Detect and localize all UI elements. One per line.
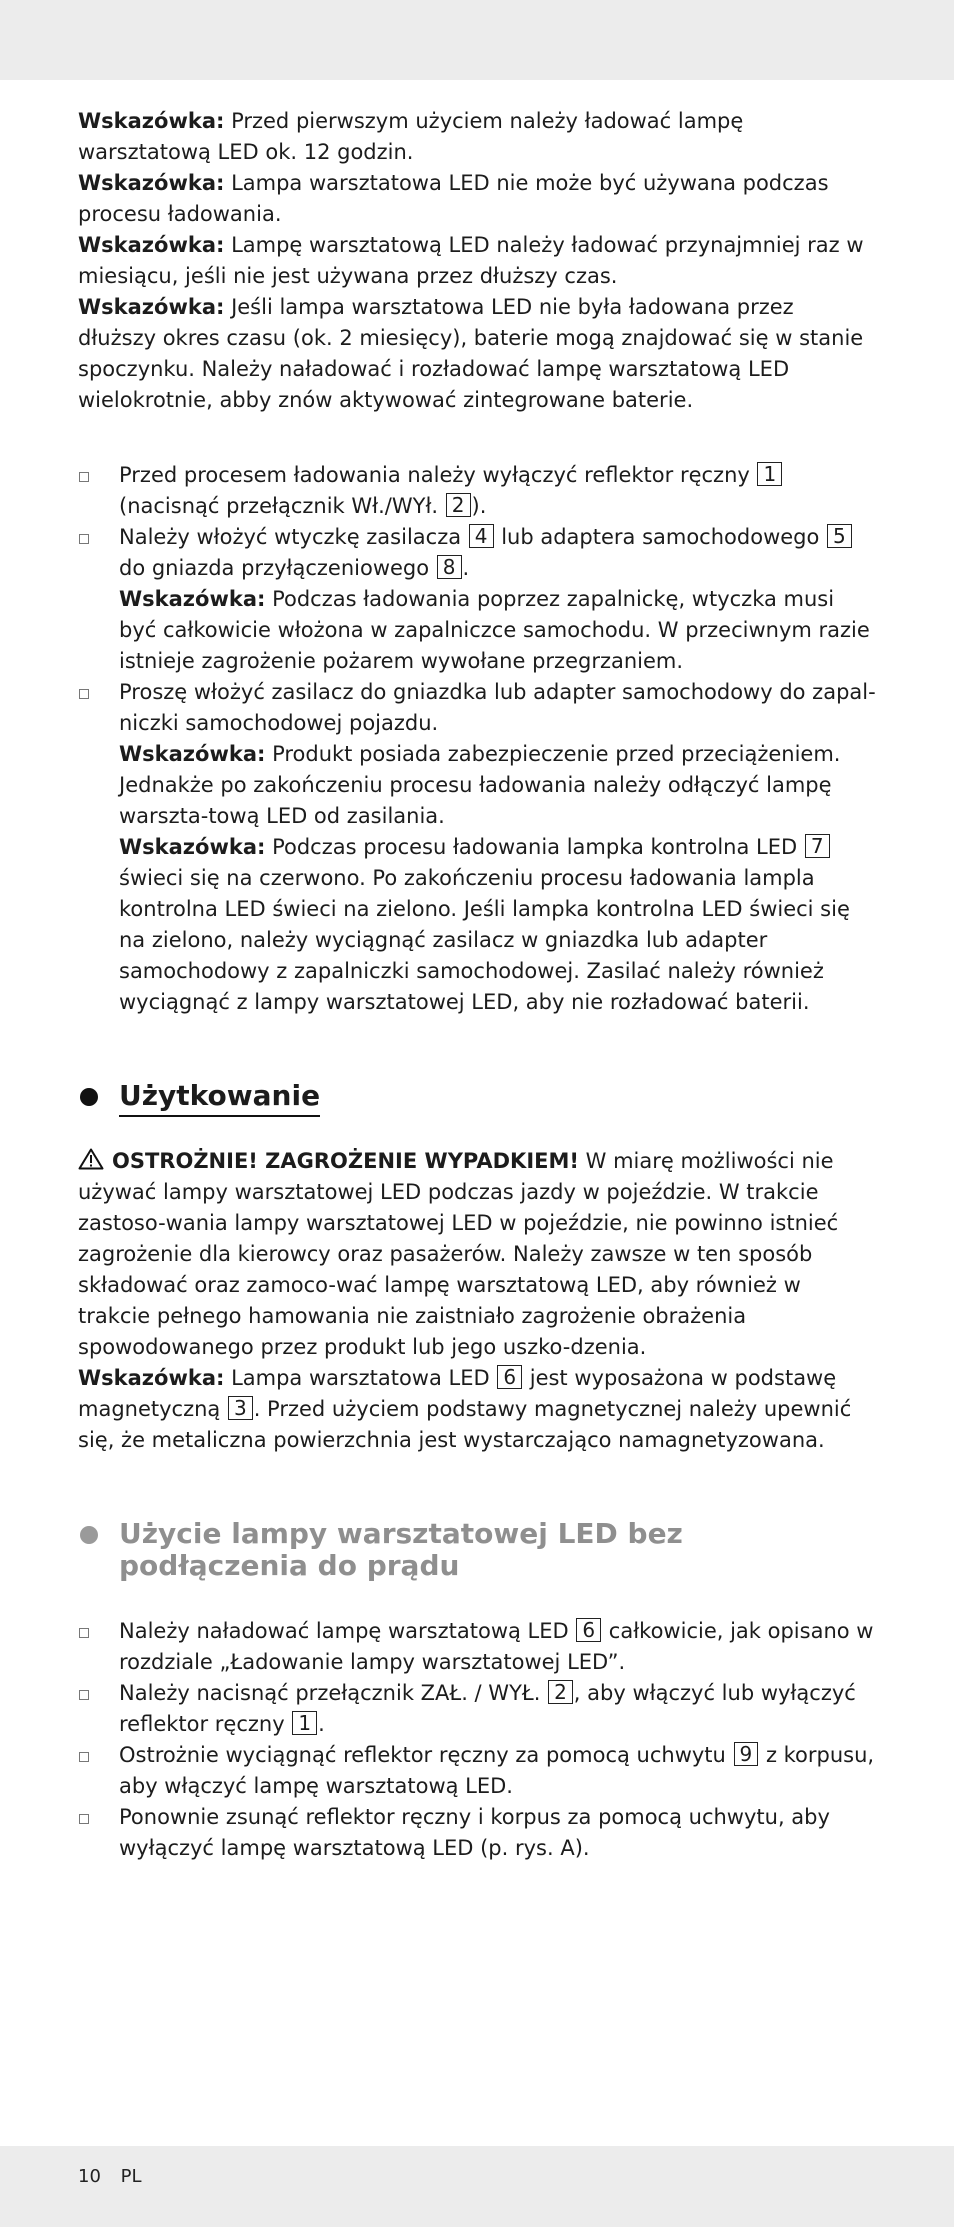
section-heading-usage: Użytkowanie	[78, 1080, 878, 1112]
section-heading-cordless: Użycie lampy warsztatowej LED bez podłączenia do prądu	[78, 1518, 878, 1582]
note-label: Wskazówka:	[78, 295, 225, 319]
language-code: PL	[120, 2166, 142, 2187]
reference-number: 1	[757, 462, 782, 486]
page-content	[78, 106, 878, 1864]
reference-number: 7	[805, 834, 830, 858]
reference-number: 8	[437, 555, 462, 579]
reference-number: 9	[734, 1742, 759, 1766]
note-label: Wskazówka:	[78, 109, 225, 133]
intro-note-2: Wskazówka: Lampa warsztatowa LED nie może być używana podczas procesu ładowania.	[78, 171, 829, 226]
warning-label: OSTROŻNIE! ZAGROŻENIE WYPADKIEM!	[112, 1149, 579, 1173]
intro-note-3: Wskazówka: Lampę warsztatową LED należy ładować przynajmniej raz w miesiącu, jeśli nie jest używana przez dłuższy czas.	[78, 233, 864, 288]
warning-triangle-icon	[78, 1148, 104, 1170]
list-item: Ponownie zsunąć reflektor ręczny i korpus za pomocą uchwytu, aby wyłączyć lampę warsztatową LED (p. rys. A).	[78, 1802, 878, 1864]
list-item: Proszę włożyć zasilacz do gniazdka lub adapter samochodowy do zapal-niczki samochodowej pojazdu. Wskazówka: Produkt posiada zabezpieczenie przed przeciążeniem. Jednakże po zakończeniu procesu ładowania należy odłączyć lampę warszta-tową LED od zasilania. Wskazówka: Podczas procesu ładowania lampka kontrolna LED 7 świeci się na czerwono. Po zakończeniu procesu ładowania lampla kontrolna LED świeci na zielono. Jeśli lampka kontrolna LED świeci się na zielono, należy wyciągnąć zasilacz w gniazdka lub adapter samochodowy z zapalniczki samochodowej. Zasilać należy również wyciągnąć z lampy warsztatowej LED, aby nie rozładować baterii.	[78, 677, 878, 1018]
page-footer	[78, 2165, 156, 2189]
note-label: Wskazówka:	[119, 587, 266, 611]
note-label: Wskazówka:	[119, 835, 266, 859]
note-label: Wskazówka:	[119, 742, 266, 766]
note-label: Wskazówka:	[78, 171, 225, 195]
note-label: Wskazówka:	[78, 233, 225, 257]
list-note: Wskazówka: Produkt posiada zabezpieczenie przed przeciążeniem. Jednakże po zakończeniu procesu ładowania należy odłączyć lampę warszta-tową LED od zasilania.	[119, 742, 841, 828]
reference-number: 3	[228, 1396, 253, 1420]
intro-note-1: Wskazówka: Przed pierwszym użyciem należy ładować lampę warsztatową LED ok. 12 godzin.	[78, 109, 744, 164]
usage-note: Wskazówka: Lampa warsztatowa LED 6 jest wyposażona w podstawę magnetyczną 3 . Przed użyciem podstawy magnetycznej należy upewnić się, że metaliczna powierzchnia jest wystarczająco namagnetyzowana.	[78, 1365, 852, 1452]
reference-number: 5	[827, 524, 852, 548]
top-band	[0, 0, 954, 80]
cordless-steps-list	[78, 1616, 878, 1864]
intro-note-4: Wskazówka: Jeśli lampa warsztatowa LED nie była ładowana przez dłuższy okres czasu (ok. 2 miesięcy), baterie mogą znajdować się w stanie spoczynku. Należy naładować i rozładować lampę warsztatową LED wielokrotnie, abby znów aktywować zintegrowane baterie.	[78, 295, 864, 412]
page-number: 10	[78, 2166, 101, 2187]
list-note: Wskazówka: Podczas procesu ładowania lampka kontrolna LED 7 świeci się na czerwono. Po zakończeniu procesu ładowania lampla kontrolna LED świeci na zielono. Jeśli lampka kontrolna LED świeci się na zielono, należy wyciągnąć zasilacz w gniazdka lub adapter samochodowy z zapalniczki samochodowej. Zasilać należy również wyciągnąć z lampy warsztatowej LED, aby nie rozładować baterii.	[119, 834, 850, 1014]
bullet-dot-icon	[80, 1088, 98, 1106]
reference-number: 2	[548, 1680, 573, 1704]
warning-paragraph: OSTROŻNIE! ZAGROŻENIE WYPADKIEM! W miarę możliwości nie używać lampy warsztatowej LED podczas jazdy w pojeździe. W trakcie zastoso-wania lampy warsztatowej LED w pojeździe, nie powinno istnieć zagrożenie dla kierowcy oraz pasażerów. Należy zawsze w ten sposób składować oraz zamoco-wać lampę warsztatową LED, aby również w trakcie pełnego hamowania nie zaistniało zagrożenie obrażenia spowodowanego przez produkt lub jego uszko-dzenia.	[78, 1149, 839, 1359]
bullet-dot-icon	[80, 1526, 98, 1544]
list-item: Należy nacisnąć przełącznik ZAŁ. / WYŁ. 2 , aby włączyć lub wyłączyć reflektor ręczny 1 .	[78, 1678, 878, 1740]
reference-number: 6	[576, 1618, 601, 1642]
reference-number: 2	[446, 493, 471, 517]
list-item: Należy naładować lampę warsztatową LED 6 całkowicie, jak opisano w rozdziale „Ładowanie lampy warsztatowej LED”.	[78, 1616, 878, 1678]
list-item: Przed procesem ładowania należy wyłączyć reflektor ręczny 1 (nacisnąć przełącznik Wł./WYł. 2 ).	[78, 460, 878, 522]
list-note: Wskazówka: Podczas ładowania poprzez zapalnickę, wtyczka musi być całkowicie włożona w zapalniczce samochodu. W przeciwnym razie istnieje zagrożenie pożarem wywołane przegrzaniem.	[119, 587, 870, 673]
reference-number: 4	[469, 524, 494, 548]
list-item: Należy włożyć wtyczkę zasilacza 4 lub adaptera samochodowego 5 do gniazda przyłączeniowego 8 . Wskazówka: Podczas ładowania poprzez zapalnickę, wtyczka musi być całkowicie włożona w zapalniczce samochodu. W przeciwnym razie istnieje zagrożenie pożarem wywołane przegrzaniem.	[78, 522, 878, 677]
reference-number: 1	[292, 1711, 317, 1735]
note-label: Wskazówka:	[78, 1366, 225, 1390]
charging-steps-list	[78, 460, 878, 1018]
reference-number: 6	[497, 1365, 522, 1389]
list-item: Ostrożnie wyciągnąć reflektor ręczny za pomocą uchwytu 9 z korpusu, aby włączyć lampę warsztatową LED.	[78, 1740, 878, 1802]
